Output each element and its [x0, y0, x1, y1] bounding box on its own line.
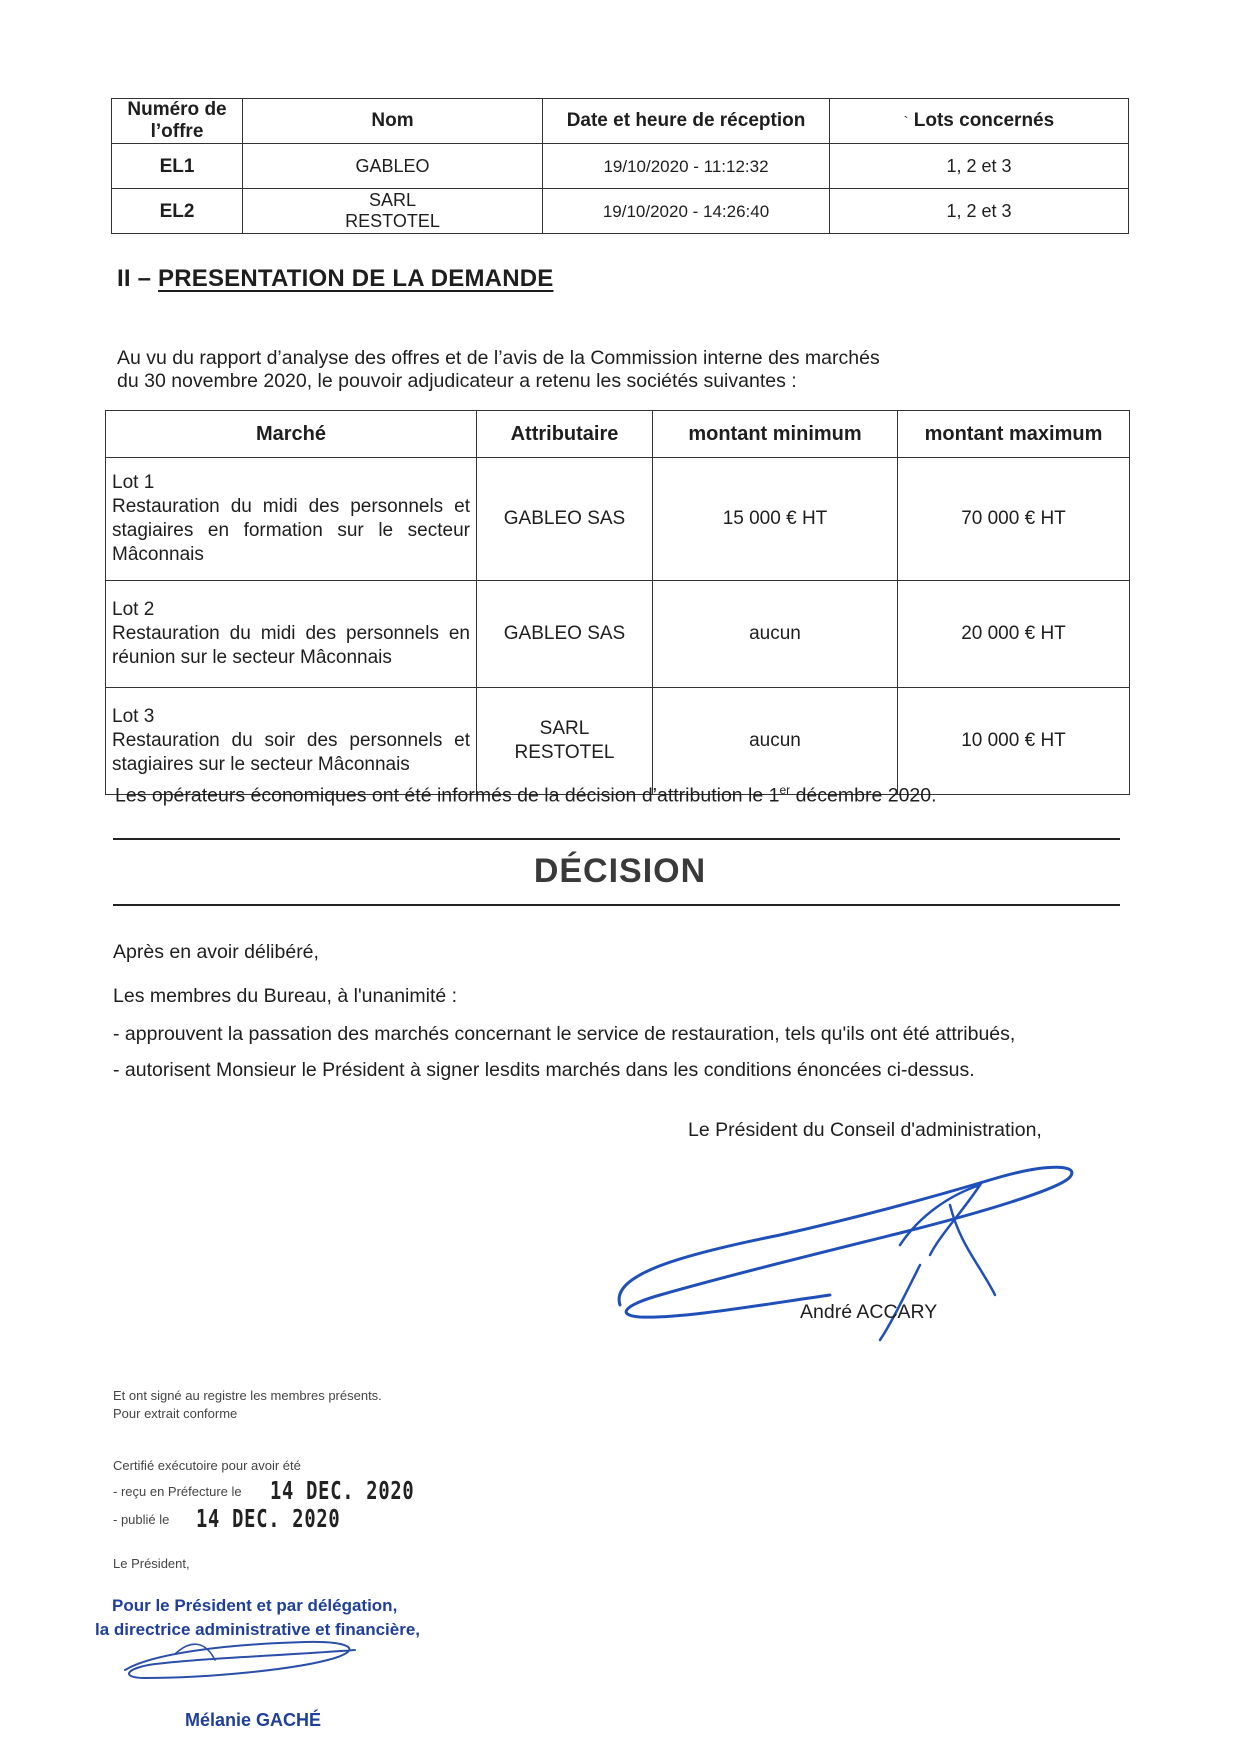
offer-name [243, 144, 543, 189]
offer-name-line1: GABLEO [355, 155, 430, 176]
lot-number: Lot 3 [112, 706, 155, 727]
offers-header-name: Nom [243, 99, 543, 144]
section-prefix: II – [117, 265, 159, 292]
intro-line-2: du 30 novembre 2020, le pouvoir adjudicateur a retenu les sociétés suivantes : [117, 370, 797, 392]
delegation-line-2: la directrice administrative et financière, [95, 1620, 421, 1639]
offers-header-date: Date et heure de réception [543, 99, 830, 144]
lot-min: aucun [653, 688, 898, 795]
president-title: Le Président du Conseil d'administration, [688, 1119, 1042, 1141]
lot-awardee [477, 458, 653, 581]
notification-before: Les opérateurs économiques ont été informés de la décision d’attribution le 1 [115, 784, 780, 807]
received-date-stamp: 14 DEC. 2020 [270, 1476, 415, 1505]
lot-max: 70 000 € HT [898, 458, 1130, 581]
offer-name-line1: SARL [368, 190, 417, 210]
offer-code: EL2 [112, 189, 243, 234]
attribution-table [105, 410, 1130, 795]
bureau-text: Les membres du Bureau, à l'unanimité : [113, 985, 458, 1007]
offer-date: 19/10/2020 - 11:12:32 [543, 144, 830, 189]
offer-code: EL1 [112, 144, 243, 189]
delegate-name: Mélanie GACHÉ [185, 1710, 322, 1730]
delegate-signature [115, 1630, 415, 1690]
lot-awardee-line2: RESTOTEL [514, 742, 615, 763]
notification-text [115, 778, 1125, 808]
attribution-header-max: montant maximum [898, 411, 1130, 458]
decision-point-1: - approuvent la passation des marchés concernant le service de restauration, tels qu'ils ont été attribués, [113, 1023, 1016, 1045]
lot-awardee [477, 581, 653, 688]
section-heading [117, 265, 553, 293]
notification-after: décembre 2020. [790, 784, 937, 807]
decision-point-2: - autorisent Monsieur le Président à signer lesdits marchés dans les conditions énoncées ci-dessus. [113, 1059, 975, 1081]
footer-certified: Certifié exécutoire pour avoir été [113, 1458, 301, 1473]
offer-lots: 1, 2 et 3 [830, 144, 1129, 189]
offers-header-number: Numéro de l’offre [112, 99, 243, 144]
decision-rule-top [113, 838, 1120, 840]
attribution-header-market: Marché [106, 411, 477, 458]
lot-min: aucun [653, 581, 898, 688]
decision-title: DÉCISION [533, 852, 707, 890]
offers-header-lots-label: Lots concernés [913, 110, 1055, 131]
header-mark: ` [903, 113, 909, 129]
lot-max: 10 000 € HT [898, 688, 1130, 795]
published-date-stamp: 14 DEC. 2020 [196, 1504, 341, 1533]
lot-description: Restauration du soir des personnels et stagiaires sur le secteur Mâconnais [112, 730, 470, 775]
signatory-name: André ACCARY [800, 1301, 938, 1323]
lot-number: Lot 2 [112, 599, 155, 620]
footer-signed: Et ont signé au registre les membres présents. [113, 1388, 382, 1403]
lot-cell [106, 581, 477, 688]
footer-published-label: - publié le [113, 1512, 170, 1527]
lot-description: Restauration du midi des personnels et stagiaires en formation sur le secteur Mâconnais [112, 496, 470, 565]
lot-awardee-line1: SARL [539, 718, 590, 739]
attribution-header-row [106, 411, 1130, 458]
lot-awardee-line1: GABLEO SAS [503, 623, 626, 644]
offers-header-row [112, 99, 1129, 144]
lot-awardee-line1: GABLEO SAS [503, 508, 626, 529]
lot-cell [106, 458, 477, 581]
offers-table [111, 98, 1129, 234]
table-row [106, 458, 1130, 581]
offer-lots: 1, 2 et 3 [830, 189, 1129, 234]
lot-max: 20 000 € HT [898, 581, 1130, 688]
lot-description: Restauration du midi des personnels en réunion sur le secteur Mâconnais [112, 623, 470, 668]
offer-date: 19/10/2020 - 14:26:40 [543, 189, 830, 234]
decision-rule-bottom [113, 904, 1120, 906]
delegation-line-1: Pour le Président et par délégation, [112, 1596, 398, 1615]
offers-header-lots [830, 99, 1129, 144]
attribution-header-awardee: Attributaire [477, 411, 653, 458]
attribution-header-min: montant minimum [653, 411, 898, 458]
offer-name-line2: RESTOTEL [345, 211, 440, 231]
intro-line-1: Au vu du rapport d’analyse des offres et de l’avis de la Commission interne des marchés [117, 347, 880, 369]
footer-president: Le Président, [113, 1556, 190, 1571]
footer-extract: Pour extrait conforme [113, 1406, 238, 1421]
lot-min: 15 000 € HT [653, 458, 898, 581]
table-row [106, 581, 1130, 688]
section-title: PRESENTATION DE LA DEMANDE [158, 265, 554, 292]
footer-received-label: - reçu en Préfecture le [113, 1484, 242, 1499]
offer-name [243, 189, 543, 234]
lot-number: Lot 1 [112, 472, 155, 493]
deliberation-text: Après en avoir délibéré, [113, 941, 319, 963]
notification-sup: er [779, 783, 791, 797]
president-signature [600, 1155, 1100, 1355]
table-row [112, 144, 1129, 189]
table-row [112, 189, 1129, 234]
